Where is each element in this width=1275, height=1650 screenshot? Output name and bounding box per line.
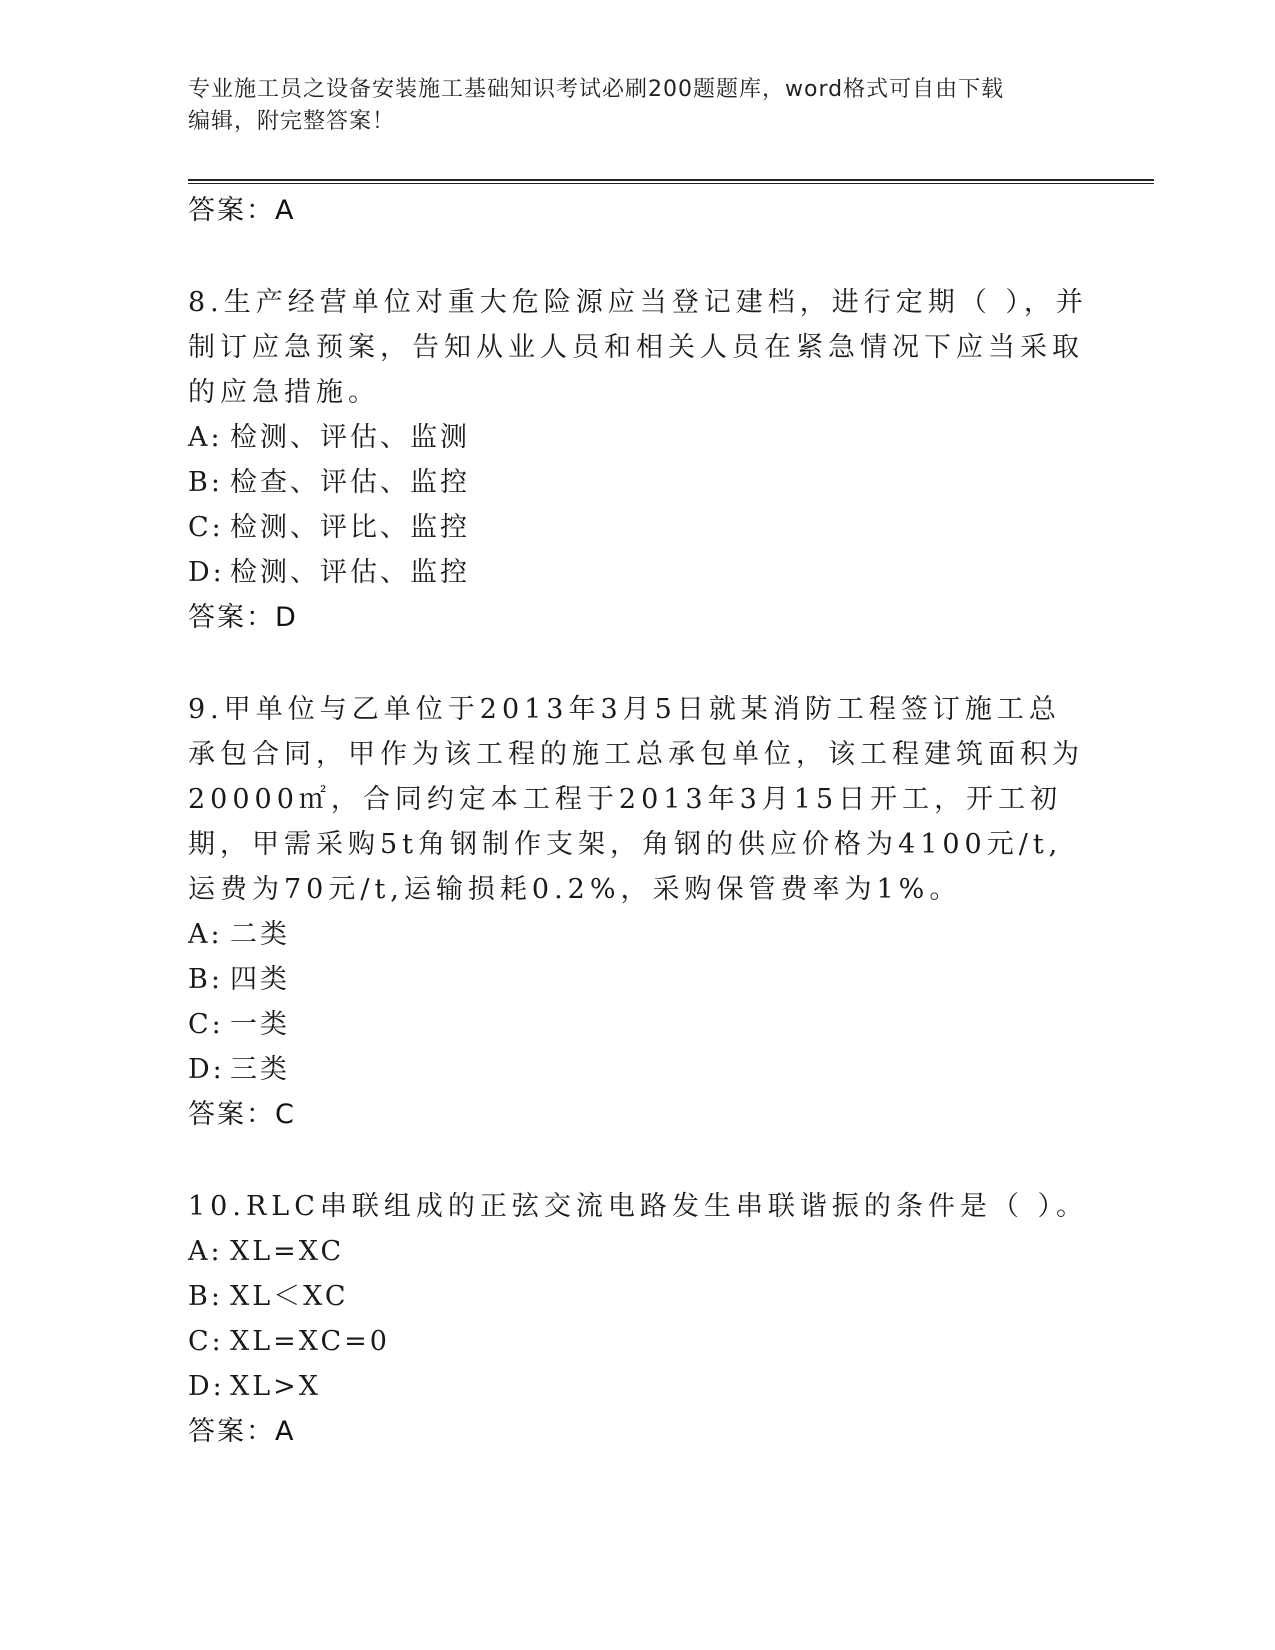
option-text: 检测、评估、监控 bbox=[230, 557, 470, 588]
question-answer: 答案：D bbox=[188, 602, 298, 633]
question-stem: 9.甲单位与乙单位于2013年3月5日就某消防工程签订施工总承包合同，甲作为该工程的施工总承包单位，该工程建筑面积为20000㎡，合同约定本工程于2013年3月15日开工，开工初期，甲需采购5t角钢制作支架，角钢的供应价格为4100元/t,运费为70元/t,运输损耗0.2%，采购保管费率为1%。 bbox=[188, 694, 1084, 905]
question-9 bbox=[188, 687, 1088, 1138]
question-answer: 答案：C bbox=[188, 1099, 296, 1130]
question-stem: 10.RLC串联组成的正弦交流电路发生串联谐振的条件是（ ）。 bbox=[188, 1191, 1088, 1222]
question-answer: 答案：A bbox=[188, 1416, 296, 1447]
option-b bbox=[188, 957, 1088, 1002]
option-key: B: bbox=[188, 467, 223, 498]
option-d bbox=[188, 1364, 1088, 1409]
option-text: 检测、评比、监控 bbox=[230, 512, 470, 543]
previous-answer: 答案：A bbox=[188, 195, 296, 226]
option-a bbox=[188, 912, 1088, 957]
question-10 bbox=[188, 1184, 1088, 1455]
option-c bbox=[188, 1002, 1088, 1047]
option-key: C: bbox=[188, 512, 224, 543]
option-key: D: bbox=[188, 1054, 225, 1085]
option-key: B: bbox=[188, 964, 223, 995]
option-d bbox=[188, 550, 1088, 595]
option-b bbox=[188, 460, 1088, 505]
option-key: C: bbox=[188, 1009, 224, 1040]
question-stem: 8.生产经营单位对重大危险源应当登记建档，进行定期（ ），并制订应急预案，告知从业人员和相关人员在紧急情况下应当采取的应急措施。 bbox=[188, 287, 1088, 408]
option-a bbox=[188, 1229, 1088, 1274]
option-key: D: bbox=[188, 1371, 225, 1402]
option-text: 三类 bbox=[230, 1054, 290, 1085]
option-text: XL＜XC bbox=[230, 1281, 349, 1312]
option-key: A: bbox=[188, 919, 223, 950]
document-header bbox=[188, 74, 1088, 138]
option-key: A: bbox=[188, 422, 223, 453]
option-key: B: bbox=[188, 1281, 223, 1312]
option-text: 一类 bbox=[230, 1009, 290, 1040]
header-line-1: 专业施工员之设备安装施工基础知识考试必刷200题题库，word格式可自由下载 bbox=[188, 77, 1005, 102]
option-b bbox=[188, 1274, 1088, 1319]
option-key: A: bbox=[188, 1236, 223, 1267]
option-text: XL=XC=0 bbox=[230, 1326, 390, 1357]
header-line-2: 编辑，附完整答案！ bbox=[188, 109, 396, 134]
option-text: 检查、评估、监控 bbox=[230, 467, 470, 498]
option-text: XL>X bbox=[230, 1371, 321, 1402]
question-list bbox=[188, 188, 1088, 1455]
option-c bbox=[188, 505, 1088, 550]
option-text: XL=XC bbox=[230, 1236, 345, 1267]
header-divider bbox=[188, 179, 1154, 184]
option-key: C: bbox=[188, 1326, 224, 1357]
option-text: 二类 bbox=[230, 919, 290, 950]
option-a bbox=[188, 415, 1088, 460]
option-text: 四类 bbox=[230, 964, 290, 995]
option-text: 检测、评估、监测 bbox=[230, 422, 470, 453]
question-8 bbox=[188, 280, 1088, 641]
option-d bbox=[188, 1047, 1088, 1092]
option-c bbox=[188, 1319, 1088, 1364]
option-key: D: bbox=[188, 557, 225, 588]
